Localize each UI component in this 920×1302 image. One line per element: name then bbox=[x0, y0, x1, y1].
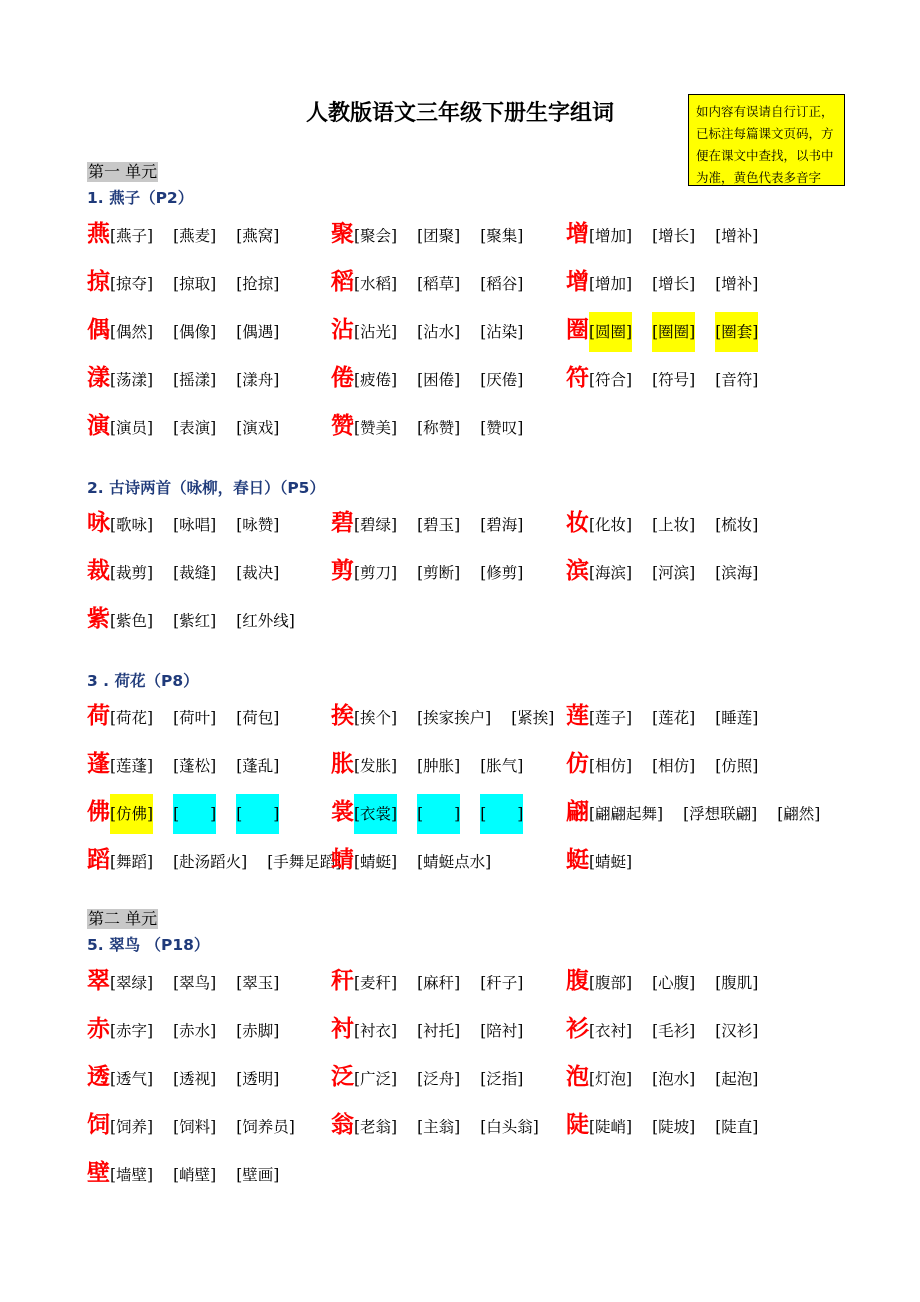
word-phrase: [歌咏] bbox=[110, 516, 154, 534]
vocab-entry bbox=[87, 406, 279, 446]
word-phrase: [音符] bbox=[715, 371, 759, 389]
word-phrase: [符号] bbox=[652, 371, 696, 389]
new-character: 仿 bbox=[566, 750, 589, 777]
word-phrase: [增补] bbox=[715, 275, 759, 293]
word-phrase: [ ] bbox=[236, 794, 279, 834]
word-phrase: [泡水] bbox=[652, 1070, 696, 1088]
word-phrase: [沾染] bbox=[480, 323, 524, 341]
vocab-entry bbox=[566, 1057, 758, 1097]
word-phrase: [摇漾] bbox=[173, 371, 217, 389]
vocab-entry bbox=[566, 310, 758, 350]
word-phrase: [浮想联翩] bbox=[683, 805, 758, 823]
word-phrase: [荷包] bbox=[236, 709, 280, 727]
new-character: 蜓 bbox=[566, 846, 589, 873]
word-phrase: [腹部] bbox=[589, 974, 633, 992]
vocab-entry bbox=[331, 406, 523, 446]
word-phrase: [紧挨] bbox=[511, 709, 555, 727]
word-phrase: [挨个] bbox=[354, 709, 398, 727]
vocab-entry bbox=[87, 310, 279, 350]
word-phrase: [麻秆] bbox=[417, 974, 461, 992]
word-phrase: [裁决] bbox=[236, 564, 280, 582]
new-character: 莲 bbox=[566, 702, 589, 729]
word-phrase: [紫红] bbox=[173, 612, 217, 630]
word-phrase: [裁缝] bbox=[173, 564, 217, 582]
new-character: 掠 bbox=[87, 268, 110, 295]
word-phrase: [梳妆] bbox=[715, 516, 759, 534]
word-phrase: [化妆] bbox=[589, 516, 633, 534]
new-character: 泡 bbox=[566, 1063, 589, 1090]
word-phrase: [疲倦] bbox=[354, 371, 398, 389]
word-phrase: [荷花] bbox=[110, 709, 154, 727]
vocab-entry bbox=[331, 840, 491, 880]
word-phrase: [剪断] bbox=[417, 564, 461, 582]
word-phrase: [红外线] bbox=[236, 612, 295, 630]
new-character: 紫 bbox=[87, 605, 110, 632]
word-phrase: [白头翁] bbox=[480, 1118, 539, 1136]
word-phrase: [掠夺] bbox=[110, 275, 154, 293]
word-phrase: [裁剪] bbox=[110, 564, 154, 582]
vocab-row bbox=[0, 792, 920, 832]
word-phrase: [透气] bbox=[110, 1070, 154, 1088]
word-phrase: [相仿] bbox=[589, 757, 633, 775]
word-phrase: [起泡] bbox=[715, 1070, 759, 1088]
word-phrase: [毛衫] bbox=[652, 1022, 696, 1040]
word-phrase: [灯泡] bbox=[589, 1070, 633, 1088]
word-phrase: [咏赞] bbox=[236, 516, 280, 534]
vocab-entry bbox=[566, 358, 758, 398]
word-phrase: [舞蹈] bbox=[110, 853, 154, 871]
word-phrase: [表演] bbox=[173, 419, 217, 437]
vocab-entry bbox=[87, 358, 279, 398]
word-phrase: [仿照] bbox=[715, 757, 759, 775]
word-phrase: [泛舟] bbox=[417, 1070, 461, 1088]
word-phrase: [陡坡] bbox=[652, 1118, 696, 1136]
new-character: 演 bbox=[87, 412, 110, 439]
word-phrase: [翩然] bbox=[777, 805, 821, 823]
new-character: 赤 bbox=[87, 1015, 110, 1042]
word-phrase: [赤脚] bbox=[236, 1022, 280, 1040]
new-character: 聚 bbox=[331, 220, 354, 247]
vocab-entry bbox=[566, 840, 632, 880]
new-character: 增 bbox=[566, 268, 589, 295]
new-character: 秆 bbox=[331, 967, 354, 994]
word-phrase: [增长] bbox=[652, 275, 696, 293]
word-phrase: [水稻] bbox=[354, 275, 398, 293]
vocab-row bbox=[0, 310, 920, 350]
word-phrase: [翠绿] bbox=[110, 974, 154, 992]
vocab-row bbox=[0, 1105, 920, 1145]
vocab-entry bbox=[566, 503, 758, 543]
vocab-row bbox=[0, 503, 920, 543]
new-character: 妆 bbox=[566, 509, 589, 536]
lesson-2-title: 2. 古诗两首（咏柳，春日）（P5） bbox=[87, 479, 325, 497]
word-phrase: [麦秆] bbox=[354, 974, 398, 992]
new-character: 衫 bbox=[566, 1015, 589, 1042]
word-phrase: [心腹] bbox=[652, 974, 696, 992]
word-phrase: [荷叶] bbox=[173, 709, 217, 727]
new-character: 腹 bbox=[566, 967, 589, 994]
new-character: 透 bbox=[87, 1063, 110, 1090]
word-phrase: [老翁] bbox=[354, 1118, 398, 1136]
word-phrase: [蜻蜓] bbox=[589, 853, 633, 871]
word-phrase: [汉衫] bbox=[715, 1022, 759, 1040]
word-phrase: [陡直] bbox=[715, 1118, 759, 1136]
vocab-entry bbox=[331, 551, 523, 591]
word-phrase: [沾水] bbox=[417, 323, 461, 341]
word-phrase: [透明] bbox=[236, 1070, 280, 1088]
word-phrase: [峭壁] bbox=[173, 1166, 217, 1184]
word-phrase: [肿胀] bbox=[417, 757, 461, 775]
word-phrase: [睡莲] bbox=[715, 709, 759, 727]
word-phrase: [ ] bbox=[417, 794, 460, 834]
vocab-entry bbox=[566, 262, 758, 302]
word-phrase: [衬托] bbox=[417, 1022, 461, 1040]
word-phrase: [河滨] bbox=[652, 564, 696, 582]
word-phrase: [翠玉] bbox=[236, 974, 280, 992]
new-character: 蜻 bbox=[331, 846, 354, 873]
word-phrase: [碧绿] bbox=[354, 516, 398, 534]
word-phrase: [赤字] bbox=[110, 1022, 154, 1040]
word-phrase: [海滨] bbox=[589, 564, 633, 582]
word-phrase: [陪衬] bbox=[480, 1022, 524, 1040]
word-phrase: [上妆] bbox=[652, 516, 696, 534]
word-phrase: [困倦] bbox=[417, 371, 461, 389]
word-phrase: [蜻蜓点水] bbox=[417, 853, 492, 871]
vocab-entry bbox=[566, 744, 758, 784]
vocab-entry bbox=[87, 1105, 295, 1145]
word-phrase: [手舞足蹈] bbox=[267, 853, 342, 871]
vocab-entry bbox=[566, 961, 758, 1001]
vocab-row bbox=[0, 961, 920, 1001]
word-phrase: [陡峭] bbox=[589, 1118, 633, 1136]
word-phrase: [赤水] bbox=[173, 1022, 217, 1040]
word-phrase: [壁画] bbox=[236, 1166, 280, 1184]
word-phrase: [赞叹] bbox=[480, 419, 524, 437]
vocab-entry bbox=[87, 840, 341, 880]
new-character: 挨 bbox=[331, 702, 354, 729]
word-phrase: [偶遇] bbox=[236, 323, 280, 341]
vocab-entry bbox=[566, 792, 820, 832]
vocab-row bbox=[0, 696, 920, 736]
word-phrase: [聚会] bbox=[354, 227, 398, 245]
new-character: 裁 bbox=[87, 557, 110, 584]
vocab-entry bbox=[87, 214, 279, 254]
word-phrase: [燕麦] bbox=[173, 227, 217, 245]
word-phrase: [掠取] bbox=[173, 275, 217, 293]
vocab-row bbox=[0, 599, 920, 639]
vocab-row bbox=[0, 1057, 920, 1097]
vocab-entry bbox=[566, 214, 758, 254]
vocab-entry bbox=[87, 599, 295, 639]
word-phrase: [衣衬] bbox=[589, 1022, 633, 1040]
new-character: 荷 bbox=[87, 702, 110, 729]
word-phrase: [圈圈] bbox=[652, 312, 695, 352]
new-character: 滨 bbox=[566, 557, 589, 584]
new-character: 燕 bbox=[87, 220, 110, 247]
vocab-row bbox=[0, 551, 920, 591]
word-phrase: [厌倦] bbox=[480, 371, 524, 389]
new-character: 壁 bbox=[87, 1159, 110, 1186]
word-phrase: [ ] bbox=[173, 794, 216, 834]
vocab-entry bbox=[87, 1009, 279, 1049]
word-phrase: [偶像] bbox=[173, 323, 217, 341]
vocab-row bbox=[0, 262, 920, 302]
new-character: 倦 bbox=[331, 364, 354, 391]
vocab-entry bbox=[331, 1009, 523, 1049]
word-phrase: [紫色] bbox=[110, 612, 154, 630]
vocab-entry bbox=[566, 551, 758, 591]
word-phrase: [莲花] bbox=[652, 709, 696, 727]
word-phrase: [广泛] bbox=[354, 1070, 398, 1088]
word-phrase: [相仿] bbox=[652, 757, 696, 775]
vocab-entry bbox=[87, 1057, 279, 1097]
vocab-row bbox=[0, 406, 920, 446]
vocab-entry bbox=[331, 696, 554, 736]
vocab-entry bbox=[331, 310, 523, 350]
new-character: 陡 bbox=[566, 1111, 589, 1138]
new-character: 翩 bbox=[566, 798, 589, 825]
new-character: 衬 bbox=[331, 1015, 354, 1042]
word-phrase: [稻谷] bbox=[480, 275, 524, 293]
new-character: 稻 bbox=[331, 268, 354, 295]
vocab-row bbox=[0, 214, 920, 254]
vocab-row bbox=[0, 744, 920, 784]
vocab-row bbox=[0, 1153, 920, 1193]
word-phrase: [碧玉] bbox=[417, 516, 461, 534]
vocab-row bbox=[0, 840, 920, 880]
vocab-entry bbox=[331, 358, 523, 398]
unit-2-heading: 第二 单元 bbox=[88, 909, 158, 928]
word-phrase: [称赞] bbox=[417, 419, 461, 437]
new-character: 沾 bbox=[331, 316, 354, 343]
new-character: 剪 bbox=[331, 557, 354, 584]
vocab-row bbox=[0, 358, 920, 398]
word-phrase: [增加] bbox=[589, 275, 633, 293]
vocab-entry bbox=[566, 1009, 758, 1049]
word-phrase: [腹肌] bbox=[715, 974, 759, 992]
word-phrase: [莲子] bbox=[589, 709, 633, 727]
word-phrase: [剪刀] bbox=[354, 564, 398, 582]
new-character: 翁 bbox=[331, 1111, 354, 1138]
word-phrase: [圈套] bbox=[715, 312, 758, 352]
note-box: 如内容有误请自行订正，已标注每篇课文页码，方便在课文中查找，以书中为准，黄色代表多音字 bbox=[688, 94, 845, 186]
word-phrase: [饲料] bbox=[173, 1118, 217, 1136]
new-character: 胀 bbox=[331, 750, 354, 777]
new-character: 蓬 bbox=[87, 750, 110, 777]
vocab-entry bbox=[331, 1105, 539, 1145]
word-phrase: [泛指] bbox=[480, 1070, 524, 1088]
word-phrase: [衬衣] bbox=[354, 1022, 398, 1040]
vocab-entry bbox=[331, 792, 523, 832]
word-phrase: [咏唱] bbox=[173, 516, 217, 534]
word-phrase: [赴汤蹈火] bbox=[173, 853, 248, 871]
word-phrase: [挨家挨户] bbox=[417, 709, 492, 727]
new-character: 圈 bbox=[566, 316, 589, 343]
word-phrase: [莲蓬] bbox=[110, 757, 154, 775]
word-phrase: [饲养] bbox=[110, 1118, 154, 1136]
word-phrase: [燕窝] bbox=[236, 227, 280, 245]
new-character: 漾 bbox=[87, 364, 110, 391]
word-phrase: [翠鸟] bbox=[173, 974, 217, 992]
word-phrase: [滨海] bbox=[715, 564, 759, 582]
word-phrase: [抢掠] bbox=[236, 275, 280, 293]
lesson-3-title: 3 . 荷花（P8） bbox=[87, 672, 199, 690]
new-character: 饲 bbox=[87, 1111, 110, 1138]
word-phrase: [蓬松] bbox=[173, 757, 217, 775]
word-phrase: [团聚] bbox=[417, 227, 461, 245]
vocab-entry bbox=[566, 696, 758, 736]
vocab-entry bbox=[566, 1105, 758, 1145]
word-phrase: [稻草] bbox=[417, 275, 461, 293]
new-character: 增 bbox=[566, 220, 589, 247]
vocab-entry bbox=[87, 696, 279, 736]
lesson-5-title: 5. 翠鸟 （P18） bbox=[87, 936, 210, 954]
word-phrase: [仿佛] bbox=[110, 794, 153, 834]
word-phrase: [偶然] bbox=[110, 323, 154, 341]
vocab-entry bbox=[87, 744, 279, 784]
new-character: 偶 bbox=[87, 316, 110, 343]
word-phrase: [增加] bbox=[589, 227, 633, 245]
word-phrase: [胀气] bbox=[480, 757, 524, 775]
word-phrase: [饲养员] bbox=[236, 1118, 295, 1136]
word-phrase: [燕子] bbox=[110, 227, 154, 245]
lesson-1-title: 1. 燕子（P2） bbox=[87, 189, 194, 207]
vocab-entry bbox=[87, 961, 279, 1001]
new-character: 碧 bbox=[331, 509, 354, 536]
word-phrase: [碧海] bbox=[480, 516, 524, 534]
word-phrase: [聚集] bbox=[480, 227, 524, 245]
new-character: 符 bbox=[566, 364, 589, 391]
vocab-row bbox=[0, 1009, 920, 1049]
page-title: 人教版语文三年级下册生字组词 bbox=[305, 100, 614, 126]
word-phrase: [演员] bbox=[110, 419, 154, 437]
word-phrase: [荡漾] bbox=[110, 371, 154, 389]
word-phrase: [蜻蜓] bbox=[354, 853, 398, 871]
new-character: 咏 bbox=[87, 509, 110, 536]
vocab-entry bbox=[331, 262, 523, 302]
word-phrase: [修剪] bbox=[480, 564, 524, 582]
vocab-entry bbox=[87, 551, 279, 591]
word-phrase: [衣裳] bbox=[354, 794, 397, 834]
word-phrase: [秆子] bbox=[480, 974, 524, 992]
word-phrase: [赞美] bbox=[354, 419, 398, 437]
vocab-entry bbox=[87, 792, 279, 832]
word-phrase: [圆圈] bbox=[589, 312, 632, 352]
vocab-entry bbox=[87, 1153, 279, 1193]
new-character: 裳 bbox=[331, 798, 354, 825]
new-character: 翠 bbox=[87, 967, 110, 994]
vocab-entry bbox=[331, 1057, 523, 1097]
word-phrase: [主翁] bbox=[417, 1118, 461, 1136]
vocab-entry bbox=[87, 503, 279, 543]
new-character: 佛 bbox=[87, 798, 110, 825]
word-phrase: [增补] bbox=[715, 227, 759, 245]
word-phrase: [发胀] bbox=[354, 757, 398, 775]
vocab-entry bbox=[331, 503, 523, 543]
vocab-entry bbox=[331, 961, 523, 1001]
unit-1-heading: 第一 单元 bbox=[88, 162, 158, 181]
word-phrase: [ ] bbox=[480, 794, 523, 834]
vocab-entry bbox=[87, 262, 279, 302]
word-phrase: [增长] bbox=[652, 227, 696, 245]
word-phrase: [符合] bbox=[589, 371, 633, 389]
word-phrase: [透视] bbox=[173, 1070, 217, 1088]
word-phrase: [墙壁] bbox=[110, 1166, 154, 1184]
word-phrase: [演戏] bbox=[236, 419, 280, 437]
word-phrase: [漾舟] bbox=[236, 371, 280, 389]
word-phrase: [翩翩起舞] bbox=[589, 805, 664, 823]
word-phrase: [沾光] bbox=[354, 323, 398, 341]
new-character: 赞 bbox=[331, 412, 354, 439]
vocab-entry bbox=[331, 214, 523, 254]
vocab-entry bbox=[331, 744, 523, 784]
new-character: 泛 bbox=[331, 1063, 354, 1090]
new-character: 蹈 bbox=[87, 846, 110, 873]
word-phrase: [蓬乱] bbox=[236, 757, 280, 775]
